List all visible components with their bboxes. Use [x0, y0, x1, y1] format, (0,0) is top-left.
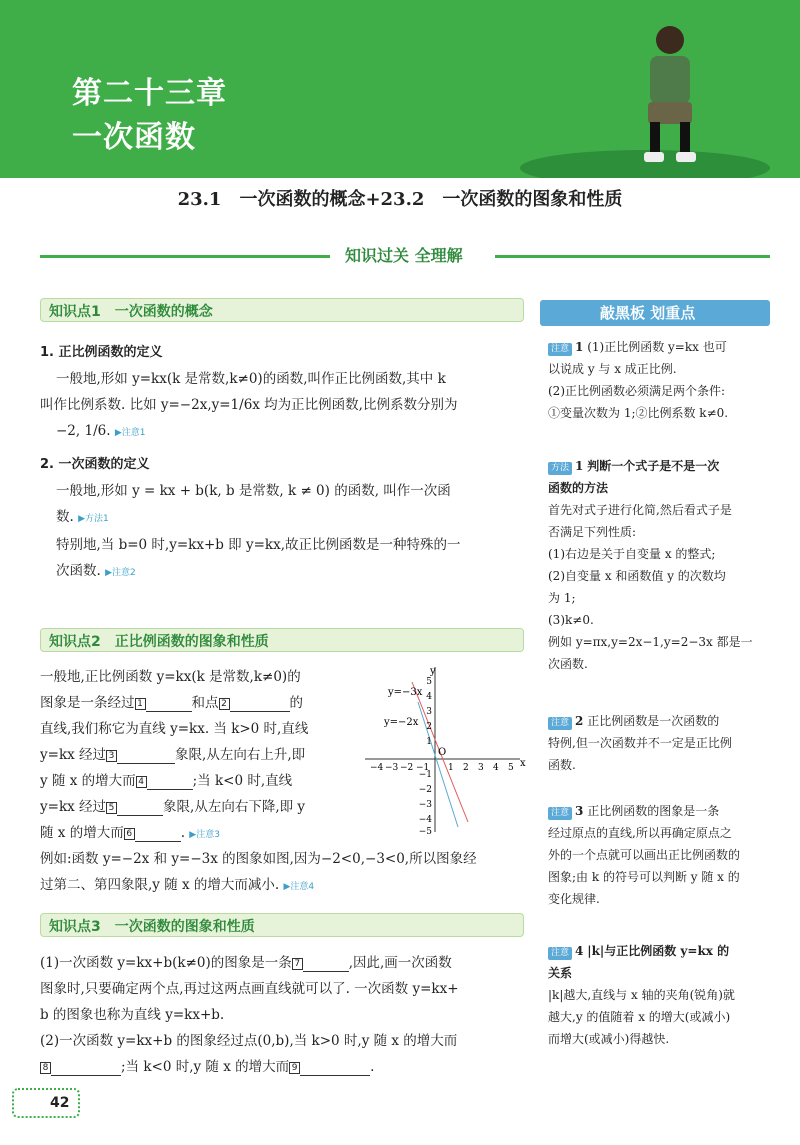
origin-label: O — [438, 747, 447, 758]
blank-number: 9 — [289, 1062, 300, 1074]
note-badge: 注意 — [548, 947, 572, 960]
kp3-content: (1)一次函数 y=kx+b(k≠0)的图象是一条 7 ,因此,画一次函数 图象时,只要确定两个点,再过这两点画直线就可以了. 一次函数 y=kx+ b 的图象也称为直线 y=kx+b. (2)一次函数 y=kx+b 的图象经过点(0,b),当 k>0 时,y 随 x 的增大而 8 ;当 k<0 时,y 随 x 的增大而 9 . — [40, 955, 459, 1075]
y-axis-label: y — [430, 666, 436, 677]
sidebar-note-4: 注意 4 |k|与正比例函数 y=kx 的 关系 |k|越大,直线与 x 轴的夹角(锐角)就 越大,y 的值随着 x 的增大(或减小) 而增大(或减小)得越快. — [548, 944, 735, 1046]
sidebar-method-1: 方法 1 判断一个式子是不是一次 函数的方法 首先对式子进行化简,然后看式子是 否满足下列性质: (1)右边是关于自变量 x 的整式; (2)自变量 x 和函数值 y 的次数均 为 1; (3)k≠0. 例如 y=πx,y=2x−1,y=2−3x 都是一 次函数. — [548, 459, 753, 671]
y-tick: 4 — [426, 692, 432, 702]
divider-line-left — [40, 255, 330, 258]
kp1-s2-line: 数. — [56, 509, 74, 525]
y-tick-labels — [419, 677, 433, 837]
note-tag[interactable]: ▶注意3 — [189, 830, 220, 840]
x-tick-labels — [370, 763, 514, 773]
kp1-s1-line: 一般地,形如 y=kx(k 是常数,k≠0)的函数,叫作正比例函数,其中 k — [56, 371, 446, 387]
answer-blank[interactable] — [51, 1060, 121, 1076]
y-tick: −3 — [418, 800, 432, 810]
answer-blank[interactable] — [147, 774, 193, 790]
blank-number: 7 — [292, 958, 303, 970]
x-axis-label: x — [520, 758, 526, 769]
y-tick: 3 — [426, 707, 432, 717]
kp1-content — [40, 340, 530, 586]
kp1-s2-line: 特别地,当 b=0 时,y=kx+b 即 y=kx,故正比例函数是一种特殊的一 — [56, 537, 461, 553]
x-tick: −1 — [416, 763, 430, 773]
kp2-example: 例如:函数 y=−2x 和 y=−3x 的图象如图,因为−2<0,−3<0,所以图象经 过第二、第四象限,y 随 x 的增大而减小. ▶注意4 — [40, 851, 477, 893]
divider-line-right — [495, 255, 770, 258]
sidebar-note-1: 注意 1 (1)正比例函数 y=kx 也可 以说成 y 与 x 成正比例. (2)正比例函数必须满足两个条件: ①变量次数为 1;②比例系数 k≠0. — [548, 340, 729, 420]
sidebar-note-3: 注意 3 正比例函数的图象是一条 经过原点的直线,所以再确定原点之 外的一个点就可以画出正比例函数的 图象;由 k 的符号可以判断 y 随 x 的 变化规律. — [548, 804, 741, 906]
kp1-heading: 知识点1 一次函数的概念 — [40, 298, 524, 322]
x-tick: 4 — [493, 763, 499, 773]
section-title: 23.1 一次函数的概念+23.2 一次函数的图象和性质 — [177, 189, 623, 210]
kp1-s2-line: 一般地,形如 y = kx + b(k, b 是常数, k ≠ 0) 的函数, 叫作一次函 — [56, 483, 451, 499]
x-tick: −4 — [370, 763, 384, 773]
method-tag[interactable]: ▶方法1 — [78, 514, 109, 524]
note-badge: 注意 — [548, 807, 572, 820]
x-tick: 1 — [448, 763, 454, 773]
note-badge: 注意 — [548, 717, 572, 730]
chapter-title: 一次函数 — [72, 120, 196, 155]
sidebar-heading: 敲黑板 划重点 — [540, 300, 770, 326]
blank-number: 8 — [40, 1062, 51, 1074]
blank-number: 2 — [219, 698, 230, 710]
kp1-s1-line: 叫作比例系数. 比如 y=−2x,y=1/6x 均为正比例函数,比例系数分别为 — [40, 397, 458, 413]
kp2-line: 一般地,正比例函数 y=kx(k 是常数,k≠0)的 — [40, 669, 301, 685]
note-tag[interactable]: ▶注意2 — [105, 568, 136, 578]
label-y-neg2x: y=−2x — [384, 717, 419, 728]
y-tick: 5 — [426, 677, 432, 687]
blank-number: 4 — [136, 776, 147, 788]
blank-number: 5 — [106, 802, 117, 814]
answer-blank[interactable] — [230, 696, 290, 712]
y-tick: 1 — [426, 737, 432, 747]
x-tick: 5 — [508, 763, 514, 773]
y-tick: −4 — [418, 815, 432, 825]
kp1-s2-title: 2. 一次函数的定义 — [40, 457, 150, 472]
kp1-s2-line: 次函数. — [56, 563, 101, 579]
x-tick: −3 — [385, 763, 399, 773]
note-tag[interactable]: ▶注意4 — [283, 882, 315, 892]
answer-blank[interactable] — [303, 956, 349, 972]
label-y-neg3x: y=−3x — [388, 687, 423, 698]
divider-label: 知识过关 全理解 — [345, 246, 463, 265]
x-tick: 2 — [463, 763, 469, 773]
blank-number: 6 — [124, 828, 135, 840]
x-tick: −2 — [400, 763, 414, 773]
y-tick: −2 — [418, 785, 432, 795]
kp1-s1-line: −2, 1/6. — [56, 423, 111, 439]
answer-blank[interactable] — [117, 748, 175, 764]
y-tick: 2 — [426, 722, 432, 732]
answer-blank[interactable] — [146, 696, 192, 712]
blank-number: 1 — [135, 698, 146, 710]
kp2-content: 一般地,正比例函数 y=kx(k 是常数,k≠0)的 图象是一条经过 1 和点 2 的 直线,我们称它为直线 y=kx. 当 k>0 时,直线 y=kx 经过 3 象限,从左向右上升,即 y 随 x 的增大而 4 ;当 k<0 时,直线 y=kx 经过 5 象限,从左向右下降,即 y 随 x 的增大而 6 . ▶注意3 — [40, 664, 360, 848]
note-badge: 注意 — [548, 343, 572, 356]
answer-blank[interactable] — [117, 800, 163, 816]
kp1-s1-title: 1. 正比例函数的定义 — [40, 345, 163, 360]
kp3-heading: 知识点3 一次函数的图象和性质 — [40, 913, 524, 937]
answer-blank[interactable] — [135, 826, 181, 842]
function-graph — [360, 662, 530, 837]
kp2-line: 直线,我们称它为直线 y=kx. 当 k>0 时,直线 — [40, 721, 309, 737]
x-tick: 3 — [478, 763, 484, 773]
chapter-number: 第二十三章 — [72, 76, 227, 111]
note-tag[interactable]: ▶注意1 — [114, 428, 146, 438]
chapter-banner — [0, 0, 800, 178]
answer-blank[interactable] — [300, 1060, 370, 1076]
sidebar-note-2: 注意 2 正比例函数是一次函数的 特例,但一次函数并不一定是正比例 函数. — [548, 714, 732, 772]
kp2-heading: 知识点2 正比例函数的图象和性质 — [40, 628, 524, 652]
method-badge: 方法 — [548, 462, 572, 475]
y-tick: −5 — [418, 827, 432, 837]
section-divider — [40, 245, 770, 267]
blank-number: 3 — [106, 750, 117, 762]
y-tick: −1 — [418, 770, 432, 780]
student-illustration — [610, 18, 730, 168]
page-number: 42 — [12, 1088, 80, 1118]
